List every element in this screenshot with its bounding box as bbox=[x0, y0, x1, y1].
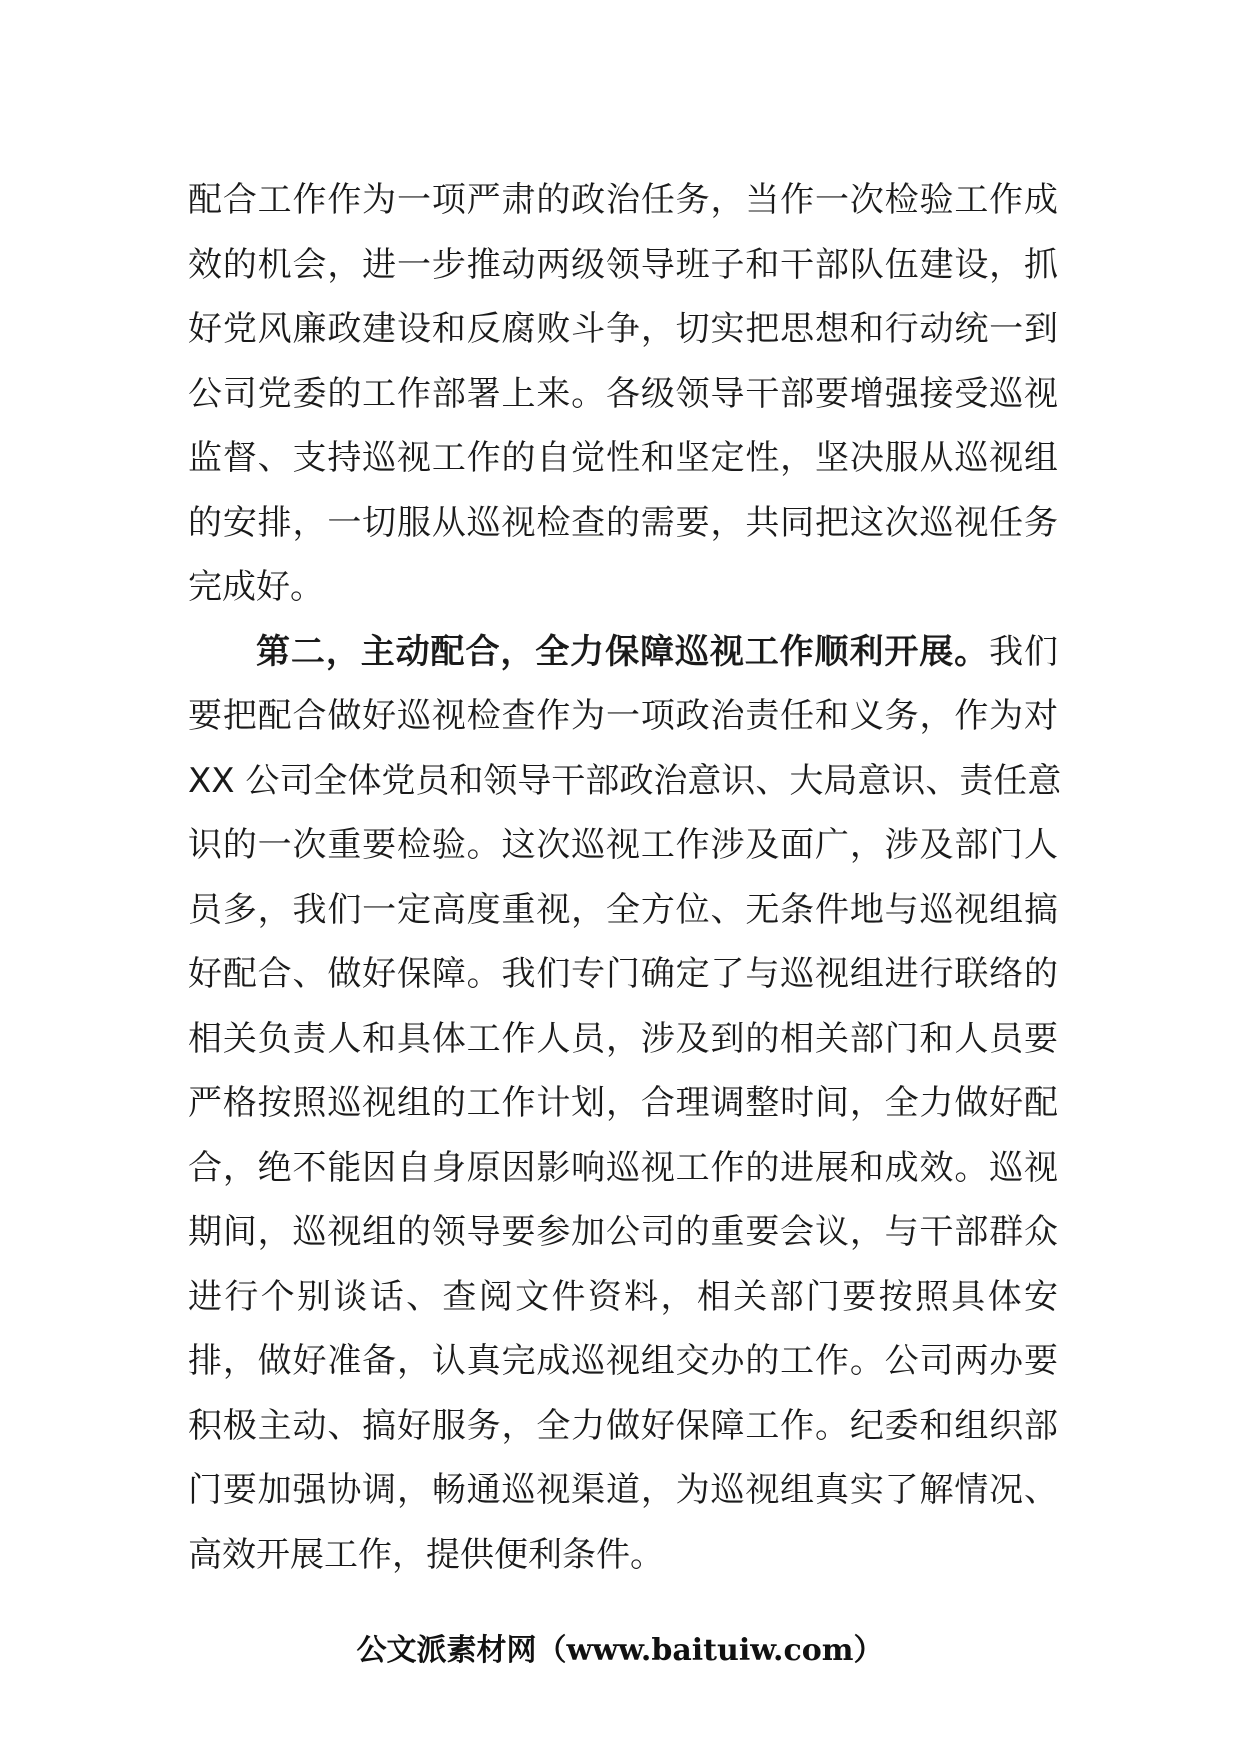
text-line: 的安排，一切服从巡视检查的需要，共同把这次巡视任务 bbox=[188, 502, 1058, 543]
text-line: 效的机会，进一步推动两级领导班子和干部队伍建设，抓 bbox=[188, 244, 1058, 285]
text-line: 要把配合做好巡视检查作为一项政治责任和义务，作为对 bbox=[188, 696, 1058, 736]
text-line: 好党风廉政建设和反腐败斗争，切实把思想和行动统一到 bbox=[188, 309, 1058, 349]
document-body bbox=[188, 168, 1062, 1587]
text-line: 识的一次重要检验。这次巡视工作涉及面广，涉及部门人 bbox=[188, 825, 1058, 865]
text-fragment: 我们 bbox=[989, 631, 1059, 672]
paragraph-first-line bbox=[188, 620, 1058, 685]
text-line: 排，做好准备，认真完成巡视组交办的工作。公司两办要 bbox=[188, 1341, 1058, 1381]
paragraph-1 bbox=[188, 168, 1058, 620]
text-line: 员多，我们一定高度重视，全方位、无条件地与巡视组搞 bbox=[188, 889, 1058, 930]
text-line: 高效开展工作，提供便利条件。 bbox=[188, 1534, 664, 1575]
section-heading: 第二，主动配合，全力保障巡视工作顺利开展。 bbox=[256, 631, 990, 672]
text-line: 相关负责人和具体工作人员，涉及到的相关部门和人员要 bbox=[188, 1018, 1058, 1059]
page-footer-watermark: 公文派素材网（www.baituiw.com） bbox=[356, 1633, 884, 1668]
text-line: 监督、支持巡视工作的自觉性和坚定性，坚决服从巡视组 bbox=[188, 438, 1058, 478]
text-line: 完成好。 bbox=[188, 567, 324, 607]
paragraph-2 bbox=[188, 620, 1062, 1588]
text-line: 合，绝不能因自身原因影响巡视工作的进展和成效。巡视 bbox=[188, 1147, 1058, 1188]
text-line: 门要加强协调，畅通巡视渠道，为巡视组真实了解情况、 bbox=[188, 1470, 1058, 1510]
text-line: 积极主动、搞好服务，全力做好保障工作。纪委和组织部 bbox=[188, 1405, 1058, 1446]
text-line: 期间，巡视组的领导要参加公司的重要会议，与干部群众 bbox=[188, 1212, 1058, 1252]
text-line: 进行个别谈话、查阅文件资料，相关部门要按照具体安 bbox=[188, 1276, 1058, 1317]
text-line: 严格按照巡视组的工作计划，合理调整时间，全力做好配 bbox=[188, 1083, 1058, 1123]
text-line: 配合工作作为一项严肃的政治任务，当作一次检验工作成 bbox=[188, 180, 1058, 220]
text-line: XX 公司全体党员和领导干部政治意识、大局意识、责任意 bbox=[188, 760, 1062, 801]
text-line: 好配合、做好保障。我们专门确定了与巡视组进行联络的 bbox=[188, 954, 1058, 994]
text-line: 公司党委的工作部署上来。各级领导干部要增强接受巡视 bbox=[188, 373, 1058, 414]
